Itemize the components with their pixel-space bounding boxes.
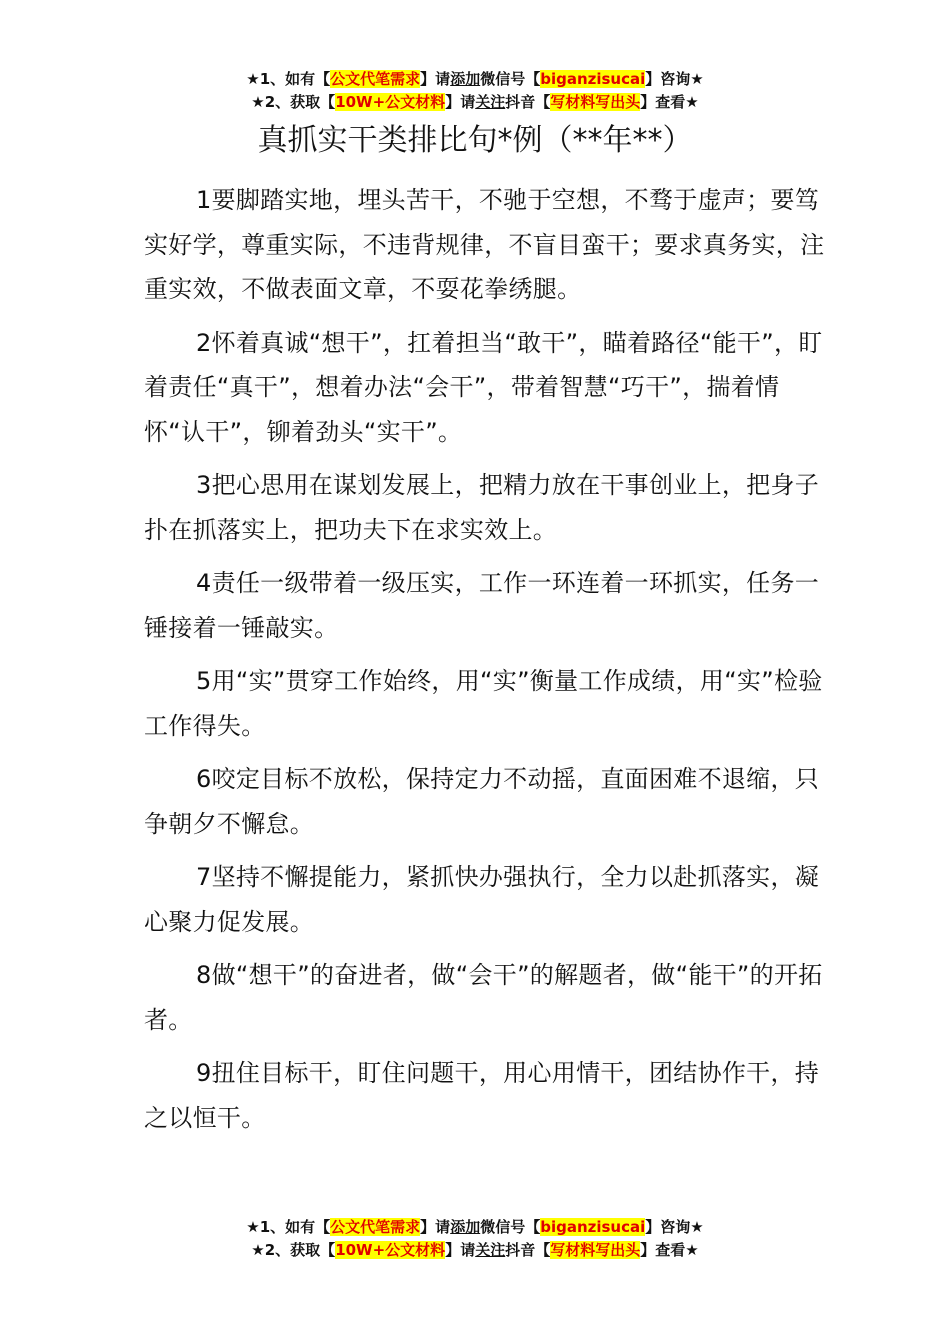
promo-highlight-douyin-account: 写材料写出头 — [550, 1241, 641, 1259]
promo-underline-follow: 关注 — [475, 1241, 506, 1259]
promo-highlight-materials: 10W+公文材料 — [335, 93, 446, 111]
promo-underline-add: 添加 — [450, 1218, 481, 1236]
promo-highlight-service: 公文代笔需求 — [330, 1218, 421, 1236]
paragraph-2: 2怀着真诚“想干”，扛着担当“敢干”，瞄着路径“能干”，盯着责任“真干”，想着办法“会干”，带着智慧“巧干”，揣着情怀“认干”，铆着劲头“实干”。 — [144, 328, 823, 446]
promo-highlight-wechat-id: biganzisucai — [540, 1218, 646, 1236]
header-promo-banner — [0, 68, 950, 114]
promo-text: 】咨询★ — [645, 1218, 704, 1236]
document-title: 真抓实干类排比句*例（**年**） — [257, 123, 693, 158]
promo-text: 】查看★ — [640, 93, 699, 111]
paragraph-8: 8做“想干”的奋进者，做“会干”的解题者，做“能干”的开拓者。 — [144, 961, 823, 1034]
promo-underline-follow: 关注 — [475, 93, 506, 111]
promo-text: ★2、获取【 — [251, 93, 336, 111]
promo-underline-add: 添加 — [450, 70, 481, 88]
promo-line-2 — [0, 1239, 950, 1262]
paragraph-4: 4责任一级带着一级压实，工作一环连着一环抓实，任务一锤接着一锤敲实。 — [144, 569, 820, 642]
promo-text: 】请 — [445, 1241, 476, 1259]
promo-text: 】咨询★ — [645, 70, 704, 88]
paragraph-1: 1要脚踏实地，埋头苦干，不驰于空想，不骛于虚声；要笃实好学，尊重实际，不违背规律，不盲目蛮干；要求真务实，注重实效，不做表面文章，不耍花拳绣腿。 — [144, 186, 825, 303]
paragraph-3: 3把心思用在谋划发展上，把精力放在干事创业上，把身子扑在抓落实上，把功夫下在求实效上。 — [144, 471, 820, 544]
promo-line-1 — [0, 68, 950, 91]
paragraph-7: 7坚持不懈提能力，紧抓快办强执行，全力以赴抓落实，凝心聚力促发展。 — [144, 863, 820, 936]
promo-highlight-wechat-id: biganzisucai — [540, 70, 646, 88]
promo-text: 】请 — [420, 70, 451, 88]
paragraph-6: 6咬定目标不放松，保持定力不动摇，直面困难不退缩，只争朝夕不懈怠。 — [144, 765, 820, 838]
paragraph-9: 9扭住目标干，盯住问题干，用心用情干，团结协作干，持之以恒干。 — [144, 1059, 820, 1132]
footer-promo-banner — [0, 1216, 950, 1262]
promo-highlight-service: 公文代笔需求 — [330, 70, 421, 88]
promo-highlight-douyin-account: 写材料写出头 — [550, 93, 641, 111]
promo-line-1 — [0, 1216, 950, 1239]
document-body — [144, 178, 834, 1149]
promo-text: 】请 — [445, 93, 476, 111]
promo-text: 抖音【 — [505, 1241, 551, 1259]
promo-text: ★1、如有【 — [246, 1218, 331, 1236]
promo-highlight-materials: 10W+公文材料 — [335, 1241, 446, 1259]
promo-text: 】查看★ — [640, 1241, 699, 1259]
promo-text: 抖音【 — [505, 93, 551, 111]
promo-text: ★1、如有【 — [246, 70, 331, 88]
promo-line-2 — [0, 91, 950, 114]
paragraph-5: 5用“实”贯穿工作始终，用“实”衡量工作成绩，用“实”检验工作得失。 — [144, 667, 823, 740]
promo-text: 微信号【 — [480, 1218, 541, 1236]
promo-text: ★2、获取【 — [251, 1241, 336, 1259]
promo-text: 微信号【 — [480, 70, 541, 88]
promo-text: 】请 — [420, 1218, 451, 1236]
